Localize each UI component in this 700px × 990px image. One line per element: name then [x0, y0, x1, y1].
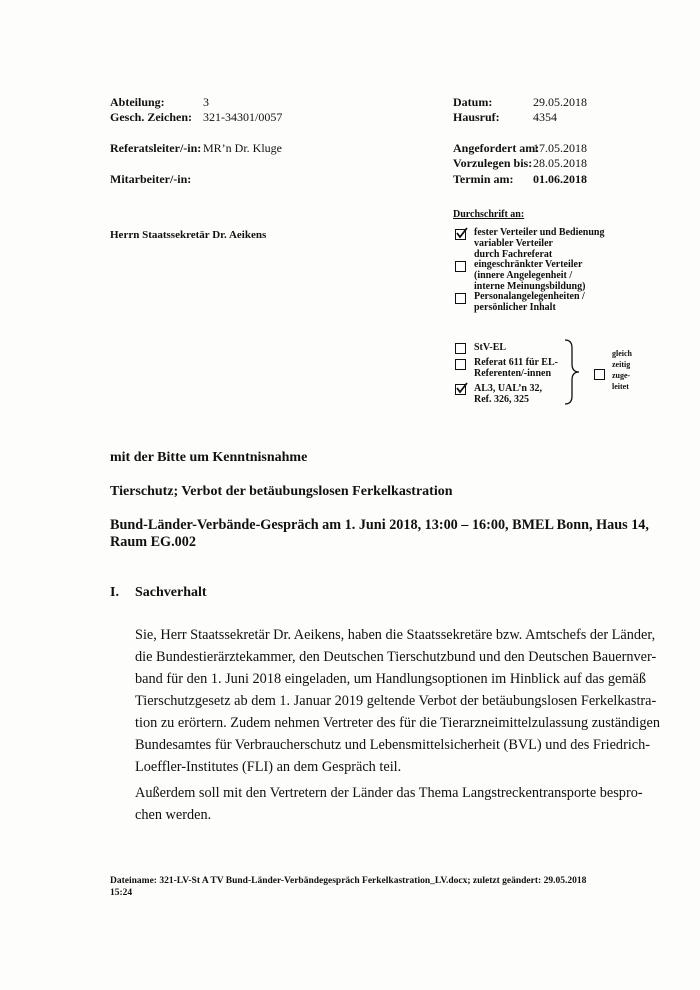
angefordert-label: Angefordert am:: [453, 141, 540, 155]
section-title: Sachverhalt: [135, 585, 207, 600]
mitarbeiter-label: Mitarbeiter/-in:: [110, 172, 192, 186]
distribution-item-fixed: fester Verteiler und Bedienung variabler Verteiler durch Fachreferat: [474, 227, 605, 260]
group-item-al3: AL3, UAL’n 32, Ref. 326, 325: [474, 383, 542, 405]
brace-icon: [562, 338, 582, 406]
vorzulegen-label: Vorzulegen bis:: [453, 156, 533, 170]
subject-line: Tierschutz; Verbot der betäubungslosen Ferkelkastration: [110, 484, 453, 499]
simultaneous-checkbox[interactable]: [594, 369, 605, 380]
distribution-title: Durchschrift an:: [453, 209, 525, 220]
footer-filename: Dateiname: 321-LV-St A TV Bund-Länder-Verbändegespräch Ferkelkastration_LV.docx; zuletzt geändert: 29.05.2018 15:24: [110, 876, 587, 898]
checkmark-icon: [455, 382, 469, 396]
distribution-item-restricted: eingeschränkter Verteiler (innere Angelegenheit / interne Meinungsbildung): [474, 259, 586, 292]
section-number: I.: [110, 585, 119, 600]
distribution-item-personal: Personalangelegenheiten / persönlicher Inhalt: [474, 291, 585, 313]
termin-value: 01.06.2018: [533, 172, 587, 186]
distribution-checkbox-restricted[interactable]: [455, 261, 466, 272]
vorzulegen-value: 28.05.2018: [533, 156, 587, 170]
zeichen-value: 321-34301/0057: [203, 110, 283, 124]
distribution-checkbox-personal[interactable]: [455, 293, 466, 304]
angefordert-value: 17.05.2018: [533, 141, 587, 155]
datum-value: 29.05.2018: [533, 95, 587, 109]
recipient: Herrn Staatssekretär Dr. Aeikens: [110, 229, 267, 241]
referatsleiter-label: Referatsleiter/-in:: [110, 141, 202, 155]
distribution-checkbox-fixed[interactable]: [455, 229, 466, 240]
group-item-stv-el: StV-EL: [474, 342, 507, 353]
group-checkbox-al3[interactable]: [455, 384, 466, 395]
termin-label: Termin am:: [453, 172, 514, 186]
zeichen-label: Gesch. Zeichen:: [110, 110, 192, 124]
hausruf-value: 4354: [533, 110, 557, 124]
group-checkbox-referat-611[interactable]: [455, 359, 466, 370]
referatsleiter-value: MR’n Dr. Kluge: [203, 141, 282, 155]
checkmark-icon: [455, 227, 469, 241]
paragraph-2: Außerdem soll mit den Vertretern der Länder das Thema Langstreckentransporte bespro- chen werden.: [135, 785, 643, 823]
meeting-info: Bund-Länder-Verbände-Gespräch am 1. Juni 2018, 13:00 – 16:00, BMEL Bonn, Haus 14, Raum EG.002: [110, 517, 649, 550]
request-line: mit der Bitte um Kenntnisnahme: [110, 450, 308, 465]
group-item-referat-611: Referat 611 für EL- Referenten/-innen: [474, 357, 558, 379]
hausruf-label: Hausruf:: [453, 110, 500, 124]
abteilung-value: 3: [203, 95, 209, 109]
paragraph-1: Sie, Herr Staatssekretär Dr. Aeikens, haben die Staatssekretäre bzw. Amtschefs der Länder, die Bundestierärztekammer, den Deutschen Tierschutzbund und den Deutschen Bauernver- band für den 1. Juni 2018 eingeladen, um Handlungsoptionen im Hinblick auf das gemäß Tierschutzgesetz ab dem 1. Januar 2019 geltende Verbot der betäubungslosen Ferkelkastra- tion zu erörtern. Zudem nehmen Vertreter des für die Tierarzneimittelzulassung zuständigen Bundesamtes für Verbraucherschutz und Lebensmittelsicherheit (BVL) und des Friedrich- Loeffler-Institutes (FLI) an dem Gespräch teil.: [135, 627, 660, 775]
group-checkbox-stv-el[interactable]: [455, 343, 466, 354]
simultaneous-label: gleich zeitig zuge- leitet: [612, 349, 632, 391]
abteilung-label: Abteilung:: [110, 95, 165, 109]
datum-label: Datum:: [453, 95, 493, 109]
